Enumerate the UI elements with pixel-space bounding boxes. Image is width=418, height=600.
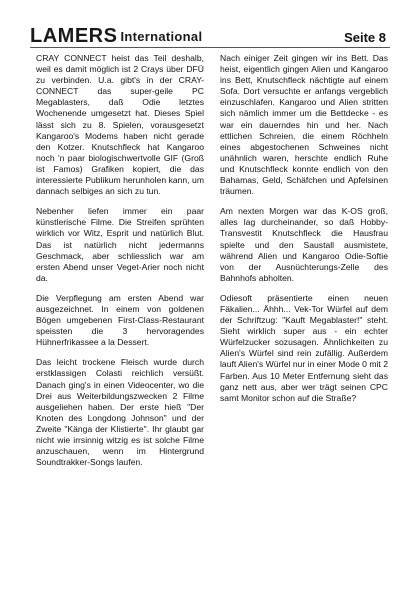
paragraph: Nach einiger Zeit gingen wir ins Bett. Das heist, eigentlich gingen Alien und Kangaroo ins Bett, Knutschfleck nächtigte auf einem Sofa. Dort versuchte er anfangs vergeblich einzuschlafen. Kangaroo und Alien stritten sich nämlich immer um die Bettdecke - es war ein dauerndes hin und her. Nach ettlichen Schreien, die einem Röchheln eines abgestochenen Schweines nicht unähnlich waren, herschte endlich Ruhe und Knutschfleck konnte endlich von den Bahamas, Geld, Schäfchen und Apfelsinen träumen. <box>220 53 388 197</box>
paragraph: Nebenher liefen immer ein paar künstlerische Filme. Die Streifen sprühten wirklich vor Witz, Esprit und natürlich Blut. Das ist natürlich nicht jedermanns Geschmack, aber schliesslich war am ersten Abend unser Veget-Arier noch nicht da. <box>36 206 204 283</box>
paragraph: Die Verpflegung am ersten Abend war ausgezeichnet. In einem von goldenen Bögen umgebenen First-Class-Restaurant speissten die 3 hervoragendes Hühnerfrikassee a la Dessert. <box>36 292 204 348</box>
paragraph: Odiesoft präsentierte einen neuen Fäkalien... Ähhh... Vek-Tor Würfel auf dem der Schriftzug: "Kauft Megablaster!" steht. Sieht wirklich super aus - ein echter Würfelzucker sozusagen. Ähnlichkeiten zu Alien's Würfel sind rein zufällig. Außerdem lauft Alien's Würfel nur in einer Mode 0 mit 2 Farben. Aus 10 Meter Entfernung sieht das ganz nett aus, aber wer trägt seinen CPC samt Monitor schon auf die Straße? <box>220 292 388 403</box>
left-column <box>36 53 204 477</box>
paragraph: CRAY CONNECT heist das Teil deshalb, weil es damit möglich ist 2 Crays über DFÜ zu verbinden. U.a. gibt's in der CRAY-CONNECT das super-geile PC Megablasters, daß Odie letztes Wochenende umgesetzt hat. Dieses Spiel lässt sich zu 8. Spielen, vorausgesetzt Kangaroo's Modems haben nicht gerade den Kotzer. Knutschfleck hat Kangaroo noch 'n paar biologischwertvolle GIF (Groß ist Famos) Grafiken kopiert, die das interessierte Publikum herunholen kann, um dannach selbiges an sich zu tun. <box>36 53 204 197</box>
header-divider <box>30 47 390 48</box>
right-column <box>220 53 388 413</box>
page-header <box>30 26 392 48</box>
page-number: Seite 8 <box>344 30 386 45</box>
article-body <box>36 53 388 583</box>
logo-main-text: LAMERS <box>30 25 118 47</box>
logo-sub-text: International <box>120 29 203 44</box>
magazine-logo <box>30 26 202 46</box>
paragraph: Am nexten Morgen war das K-OS groß, alles lag durcheinander, so daß Hobby-Transvestit Knutschfleck die Hausfrau spielte und den Saustall ausmistete, während Alien und Kangaroo Odie-Softie von der Ausnüchterungs-Zelle des Bahnhofs abholten. <box>220 206 388 283</box>
paragraph: Das leicht trockene Fleisch wurde durch erstklassigen Colasti reichlich versüßt. Danach ging's in einen Videocenter, wo die Drei aus Weiterbildungszwecken 2 Filme ausgeliehen haben. Der erste hieß "Der Knoten des Longdong Johnson" und der Zweite "Känga der Klistierte". Ihr glaubt gar nicht wie irrsinnig witzig es ist solche Filme anzuschauen, wenn im Hintergrund Soundtrakker-Songs laufen. <box>36 357 204 468</box>
